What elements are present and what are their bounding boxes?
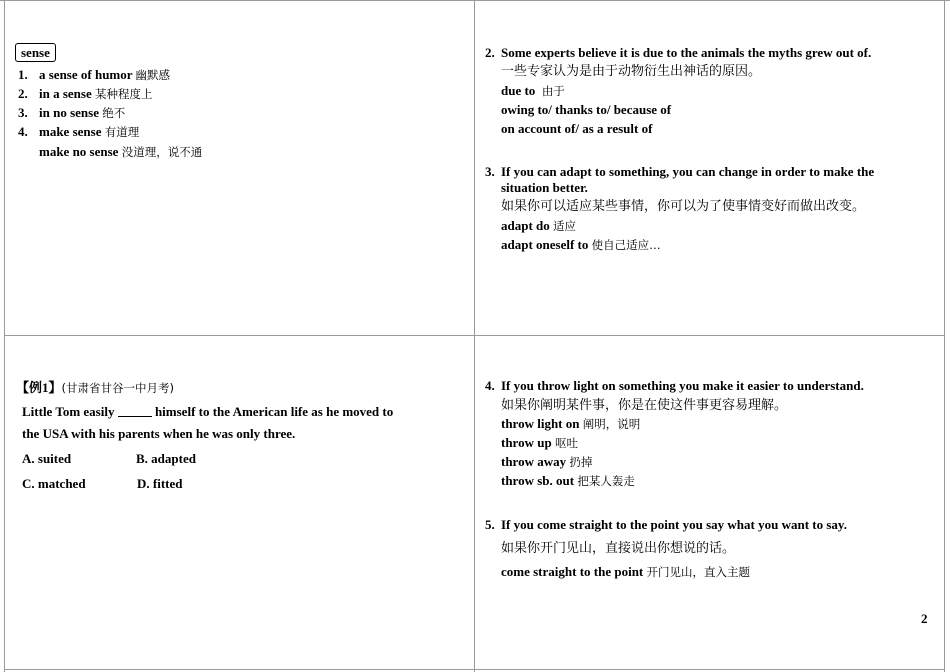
frame-top	[0, 0, 950, 1]
item4-translation: 如果你阐明某件事，你是在使这件事更容易理解。	[501, 398, 788, 413]
option-c: C. matched	[22, 476, 86, 491]
item2-sentence: 2. Some experts believe it is due to the animals the myths grew out of.	[485, 45, 872, 60]
frame-vertical-divider	[474, 0, 475, 672]
example-source: (甘肃省甘谷一中月考)	[61, 381, 174, 395]
frame-horizontal-divider	[4, 335, 945, 336]
frame-bottom	[4, 669, 945, 670]
option-a: A. suited	[22, 451, 72, 466]
option-d: D. fitted	[137, 476, 183, 491]
example-question: Little Tom easily himself to the American life as he moved to	[22, 404, 394, 419]
item2-phrase: owing to/ thanks to/ because of	[501, 102, 672, 117]
sense-item: 4. make sense 有道理	[18, 124, 140, 139]
frame-right	[944, 0, 945, 672]
item5-phrase: come straight to the point 开门见山，直入主题	[501, 564, 751, 579]
item3-phrase: adapt do 适应	[501, 218, 577, 233]
item2-phrase: on account of/ as a result of	[501, 121, 653, 136]
sense-item: 2. in a sense 某种程度上	[18, 86, 153, 101]
page-number: 2	[921, 611, 928, 626]
example-label: 【例1】	[16, 380, 62, 395]
sense-tag: sense	[15, 43, 56, 62]
item3-sentence: 3. If you can adapt to something, you can change in order to make the	[485, 164, 875, 179]
item3-translation: 如果你可以适应某些事情，你可以为了使事情变好而做出改变。	[501, 199, 866, 214]
item3-sentence-cont: situation better.	[501, 180, 588, 195]
item5-sentence: 5. If you come straight to the point you say what you want to say.	[485, 517, 847, 532]
sense-item: 1. a sense of humor 幽默感	[18, 67, 171, 82]
item4-phrase: throw sb. out 把某人轰走	[501, 473, 635, 488]
item4-phrase: throw up 呕吐	[501, 435, 578, 450]
item3-phrase: adapt oneself to 使自己适应…	[501, 237, 661, 252]
item5-translation: 如果你开门见山，直接说出你想说的话。	[501, 541, 736, 556]
item2-translation: 一些专家认为是由于动物衍生出神话的原因。	[501, 64, 762, 79]
item4-sentence: 4. If you throw light on something you make it easier to understand.	[485, 378, 864, 393]
option-b: B. adapted	[136, 451, 196, 466]
frame-left	[4, 0, 5, 672]
sense-item: 3. in no sense 绝不	[18, 105, 126, 120]
item2-phrase: due to 由于	[501, 83, 565, 98]
answer-blank	[118, 404, 152, 417]
example-question-cont: the USA with his parents when he was only three.	[22, 426, 296, 441]
item4-phrase: throw light on 阐明，说明	[501, 416, 641, 431]
sense-extra: make no sense 没道理，说不通	[39, 144, 203, 159]
item4-phrase: throw away 扔掉	[501, 454, 593, 469]
example-header	[16, 380, 174, 396]
